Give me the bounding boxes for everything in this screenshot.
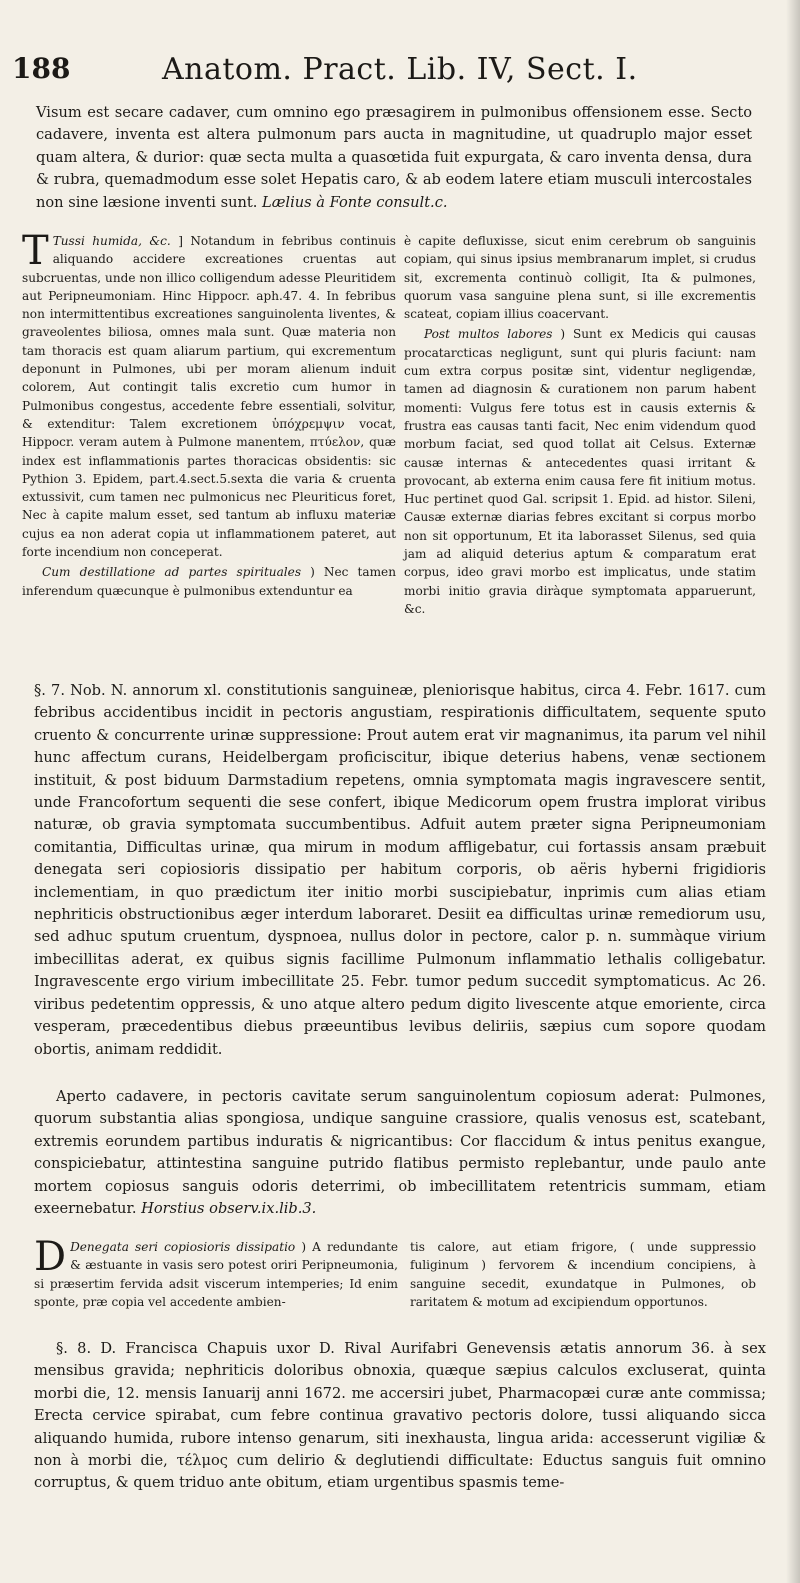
dropcap-d: D bbox=[34, 1234, 67, 1280]
section-7-citation: Horstius observ.ix.lib.3. bbox=[141, 1200, 317, 1218]
section-7-text2: Aperto cadavere, in pectoris cavitate serum sanguinolentum copiosum aderat: Pulmones, quorum substantia alias spongiosa, undique sanguine crassiore, qualis venosus est, scatebant, extremis eorundem partibus induratis & nigricantibus: Cor flaccidum & intus penitus exangue, conspiciebatur, attintestina sanguine putrido flatibus permisto replebantur, unde paulo ante mortem copiosus sanguis odoris deterrimi, ob imbecillitatem retentricis summam, etiam exeernebatur. bbox=[34, 1088, 766, 1218]
scholion-continued bbox=[404, 232, 756, 323]
scholia-right-column bbox=[404, 232, 756, 620]
intro-paragraph bbox=[36, 102, 752, 214]
scholion-lead: Cum destillatione ad partes spirituales bbox=[42, 565, 302, 580]
dropcap-t: T bbox=[22, 228, 49, 274]
scholion-continued bbox=[410, 1238, 756, 1311]
scholion-lead: Post multos labores bbox=[424, 327, 553, 342]
scholion-tussi bbox=[22, 228, 396, 561]
running-head: Anatom. Pract. Lib. IV, Sect. I. bbox=[162, 52, 638, 87]
scholion-lead: Tussi humida, &c. bbox=[52, 234, 171, 248]
page-edge-shadow bbox=[786, 0, 800, 1583]
scholion-lead: Denegata seri copiosioris dissipatio bbox=[70, 1240, 296, 1254]
scholion-text: ) Nec tamen inferendum quæcunque è pulmonibus extenduntur ea bbox=[22, 565, 396, 598]
scholia2-left-column bbox=[34, 1234, 398, 1313]
scholion-text: è capite defluxisse, sicut enim cerebrum ob sanguinis copiam, qui sinus ipsius membranarum implet, si crudus sit, excrementa continuò colligit, Ita & pulmones, quorum vasa sanguine plena sunt, si ille excrementis scateat, copiam illius coacervant. bbox=[404, 234, 756, 322]
scholia2-right-column bbox=[410, 1238, 756, 1313]
section-7-autopsy bbox=[34, 1086, 766, 1220]
page-header bbox=[12, 52, 760, 96]
scholion-denegata bbox=[34, 1234, 398, 1311]
intro-text: Visum est secare cadaver, cum omnino ego præsagirem in pulmonibus offensionem esse. Secto cadavere, inventa est altera pulmonum pars aucta in magnitudine, ut quadruplo major esset quam altera, & durior: quæ secta multa a quasœtida fuit expurgata, & caro inventa densa, dura & rubra, quemadmodum esse solet Hepatis caro, & ab eodem latere etiam musculi intercostales non sine læsione inventi sunt. bbox=[36, 104, 752, 211]
scholion-text: ] Notandum in febribus continuis aliquando accidere excreationes cruentas aut subcruentas, unde non illico colligendum adesse Pleuritidem aut Peripneumoniam. Hinc Hippocr. aph.47. 4. In febribus non intermittentibus excreationes sanguinolenta liventes, & graveolentes biliosa, omnes mala sunt. Quæ materia non tam thoracis est quam aliarum partium, qui excrementum deponunt in Pulmones, ubi per moram alienum induit colorem, Aut contingit talis excretio cum humor in Pulmonibus congestus, accedente febre essentiali, solvitur, & extenditur: Talem excretionem ὑπόχρεμψιν vocat, Hippocr. veram autem à Pulmone manentem, πτύελον, quæ index est inflammationis partes thoracicas obsidentis: sic Pythion 3. Epidem, part.4.sect.5.sexta die varia & cruenta extussivit, cum tamen nec pulmonicus nec Pleuriticus foret, Nec à capite malum esset, sed tantum ab influxu materiæ cujus ea non aderat copia ut inflammationem pateret, aut forte incendium non conceperat. bbox=[22, 234, 396, 560]
scholia-left-column bbox=[22, 228, 396, 602]
scholion-text: ) A redundante & æstuante in vasis sero potest oriri Peripneumonia, si præsertim fervida adsit viscerum intemperies; Id enim sponte, præ copia vel accedente ambien- bbox=[34, 1240, 398, 1309]
scholion-destillatione bbox=[22, 563, 396, 600]
intro-citation: Lælius à Fonte consult.c. bbox=[262, 193, 448, 211]
scholion-post-labores bbox=[404, 325, 756, 618]
page-number: 188 bbox=[12, 52, 71, 85]
section-8-text: §. 8. D. Francisca Chapuis uxor D. Rival Aurifabri Genevensis ætatis annorum 36. à sex mensibus gravida; nephriticis doloribus obnoxia, quæque sæpius calculos excluserat, quinta morbi die, 12. mensis Ianuarij anni 1672. me accersiri jubet, Pharmacopæi curæ ante commissa; Erecta cervice spirabat, cum febre continua gravativo pectoris dolore, tussi aliquando sicca aliquando humida, rubore intenso genarum, siti inexhausta, lingua arida: accesserunt vigiliæ & non à morbi die, τέλμος cum delirio & deglutiendi difficultate: Eductus sanguis fuit omnino corruptus, & quem triduo ante obitum, etiam urgentibus spasmis teme- bbox=[34, 1340, 766, 1492]
section-8 bbox=[34, 1338, 766, 1495]
scholion-text: tis calore, aut etiam frigore, ( unde suppressio fuliginum ) fervorem & incendium concipiens, à sanguine secedit, exundatque in Pulmones, ob raritatem & motum ad excipiendum opportunos. bbox=[410, 1240, 756, 1309]
section-7-text: §. 7. Nob. N. annorum xl. constitutionis sanguineæ, pleniorisque habitus, circa 4. Febr. 1617. cum febribus accidentibus incidit in pectoris angustiam, respirationis difficultatem, sequente sputo cruento & concurrente urinæ suppressione: Prout autem erat vir magnanimus, ita parum vel nihil hunc affectum curans, Heidelbergam proficiscitur, ibique deterius habens, venæ sectionem instituit, & post biduum Darmstadium repetens, omnia symptomata magis ingravescere sentit, unde Francofortum sequenti die sese confert, ibique Medicorum opem frustra implorat viribus naturæ, ob gravia symptomata succumbentibus. Adfuit autem præter signa Peripneumoniam comitantia, Difficultas urinæ, qua mirum in modum affligebatur, cui fortassis ansam præbuit denegata seri copiosioris dissipatio per habitum corporis, ob aëris hyberni frigidioris inclementiam, in quo prædictum iter initio morbi suscipiebatur, inprimis cum alias etiam nephriticis obstructionibus æger interdum laboraret. Desiit ea difficultas urinæ remediorum usu, sed adhuc sputum cruentum, dyspnoea, nullus dolor in pectore, calor p. n. summàque virium imbecillitas aderat, ex quibus signis facillime Pulmonum inflammatio lethalis colligebatur. Ingravescente ergo virium imbecillitate 25. Febr. tumor pedum succedit symptomaticus. Ac 26. viribus pedetentim oppressis, & uno atque altero pedum digito livescente atque emoriente, circa vesperam, præcedentibus diebus præeuntibus levibus deliriis, sæpius cum sopore quodam obortis, animam reddidit. bbox=[34, 682, 766, 1058]
section-7 bbox=[34, 680, 766, 1061]
scholion-text: ) Sunt ex Medicis qui causas procatarcticas negligunt, sunt qui pluris faciunt: nam cum extra corpus positæ sint, videntur negligendæ, tamen ad diagnosin & curationem non parum habent momenti: Vulgus fere totus est in causis externis & frustra eas causas tanti facit, Nec enim videndum quod morbum faciat, sed quod tollat ait Celsus. Externæ causæ internas & antecedentes quasi irritant & provocant, ab externa enim causa fere fit initium motus. Huc pertinet quod Gal. scripsit 1. Epid. ad histor. Sileni, Causæ externæ diarias febres excitant si corpus morbo non sit opportunum, Et ita laborasset Silenus, sed quia jam ad aliquid deterius aptum & comparatum erat corpus, ideo gravi morbo est implicatus, unde statim morbi initio gravia diràque symptomata apparuerunt, &c. bbox=[404, 327, 756, 616]
